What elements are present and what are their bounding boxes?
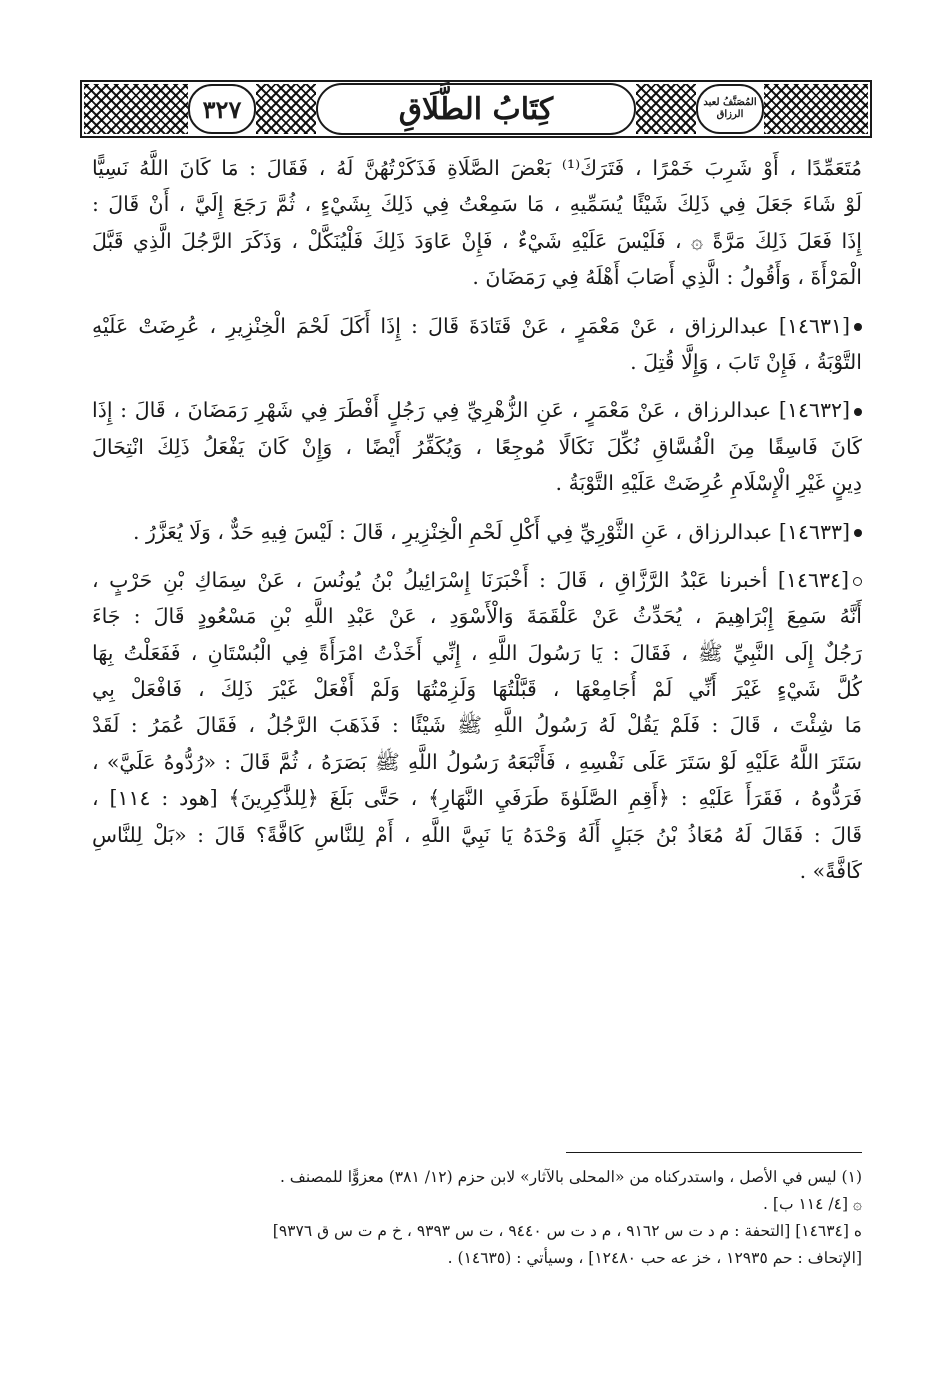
hadith-paragraph [92,392,862,501]
footnote: (١) ليس في الأصل ، واستدركناه من «المحلى بالآثار» لابن حزم (١٢/ ٣٨١) معزوًّا للمصنف . [279,1168,862,1186]
text-line [92,223,862,259]
line-text: التَّوْبَةُ ، فَإِنْ تَابَ ، وَإِلَّا قُتِلَ . [630,349,862,374]
footnote: ۞ [٤/ ١١٤ ب] . [763,1195,862,1213]
line-text: كَانَ فَاسِقًا مِنَ الْفُسَّاقِ نُكِّلَ نَكَالًا مُوجِعًا ، وَيُكَفِّرُ أَيْضًا ، وَإِنْ كَانَ يَفْعَلُ ذَلِكَ انْتِحَالَ [92,434,862,459]
text-line [92,562,862,598]
hadith-paragraph [92,308,862,381]
line-text: أَنَّهُ سَمِعَ إِبْرَاهِيمَ ، يُحَدِّثُ عَنْ عَلْقَمَةَ وَالْأَسْوَدِ ، عَنْ عَبْدِ اللَّهِ بْنِ مَسْعُودٍ قَالَ : جَاءَ [92,604,862,629]
paragraph-gap [92,550,862,562]
bullet-marker-icon [854,323,862,331]
footnote: ه [١٤٦٣٤] [التحفة : م د ت س ٩١٦٢ ، م د ت س ٩٤٤٠ ، ت س ٩٣٩٣ ، خ م ت س ق ٩٣٧٦] [272,1222,862,1240]
line-text: كُلَّ شَيْءٍ غَيْرَ أَنِّي لَمْ أُجَامِعْهَا ، قَبَّلْتُهَا وَلَزِمْتُهَا وَلَمْ أَفْعَلْ غَيْرَ ذَلِكَ ، فَافْعَلْ بِي [92,677,862,702]
hadith-paragraph [92,562,862,890]
line-text: [١٤٦٣٣] عبدالرزاق ، عَنِ الثَّوْرِيِّ فِي أَكْلِ لَحْمِ الْخِنْزِيرِ ، قَالَ : لَيْسَ فِيهِ حَدٌّ ، وَلَا يُعَزَّرُ . [132,519,850,544]
line-text: لَوْ شَاءَ جَعَلَ فِي ذَلِكَ شَيْئًا يُسَمِّيهِ ، مَا سَمِعْتُ فِي ذَلِكَ بِشَيْءٍ ، ثُمَّ رَجَعَ إِلَيَّ ، أَنْ قَالَ : [92,192,862,217]
header-cartouche [316,83,636,135]
text-line [92,429,862,465]
footnote: [الإتحاف : حم ١٢٩٣٥ ، خز عه حب ١٢٤٨٠] ، وسيأتي : (١٤٦٣٥) . [447,1249,862,1267]
text-line [92,186,862,222]
text-line [92,150,862,186]
text-line [92,598,862,634]
footnotes [88,1164,862,1272]
paragraph-gap [92,296,862,308]
text-line [92,392,862,428]
main-text [92,150,862,889]
page-header [80,80,872,138]
hadith-paragraph [92,150,862,296]
footnote-divider [566,1152,862,1153]
book-logo-text: المُصَنَّفُ لعبد الرزاق [703,97,757,120]
bullet-marker-icon [854,529,862,537]
page-number-box [188,84,256,134]
line-text: مُتَعَمِّدًا ، أَوْ شَرِبَ خَمْرًا ، فَتَرَكَ⁽¹⁾ بَعْضَ الصَّلَاةِ فَذَكَرْتُهُنَّ لَهُ ، فَقَالَ : مَا كَانَ اللَّهُ نَسِيًّا [92,156,862,180]
text-line [92,671,862,707]
text-line [92,817,862,853]
ornament-right [764,84,868,134]
line-text: رَجُلٌ إِلَى النَّبِيِّ ﷺ ، فَقَالَ : يَا رَسُولَ اللَّهِ ، إِنِّي أَخَذْتُ امْرَأَةً فِي الْبُسْتَانِ ، فَفَعَلْتُ بِهَا [92,640,862,665]
chapter-title: كِتَابُ الطَّلَاقِ [398,91,554,127]
text-line [92,635,862,671]
line-text: سَتَرَ اللَّهُ عَلَيْهِ لَوْ سَتَرَ عَلَى نَفْسِهِ ، فَأَتْبَعَهُ رَسُولُ اللَّهِ ﷺ بَصَرَهُ ، ثُمَّ قَالَ : «رُدُّوهُ عَلَيَّ» ، [92,749,862,774]
ornament-mid-left [256,84,316,134]
text-line [92,780,862,816]
text-line [92,744,862,780]
ring-marker-icon [853,577,862,586]
paragraph-gap [92,502,862,514]
text-line [92,259,862,295]
line-text: إِذَا فَعَلَ ذَلِكَ مَرَّةً ۞ ، فَلَيْسَ عَلَيْهِ شَيْءٌ ، فَإِنْ عَاوَدَ ذَلِكَ فَلْيُنَكَّلْ ، وَذَكَرَ الرَّجُلَ الَّذِي قَبَّلَ [92,228,862,253]
ornament-left [84,84,188,134]
book-logo [696,84,764,134]
line-text: قَالَ : فَقَالَ لَهُ مُعَاذُ بْنُ جَبَلٍ أَلَهُ وَحْدَهُ يَا نَبِيَّ اللَّهِ ، أَمْ لِلنَّاسِ كَافَّةً؟ قَالَ : «بَلْ لِلنَّاسِ [92,822,862,847]
text-line [92,308,862,344]
hadith-paragraph [92,514,862,550]
line-text: كَافَّةً» . [799,859,862,884]
line-text: دِينٍ غَيْرِ الْإِسْلَامِ عُرِضَتْ عَلَيْهِ التَّوْبَةُ . [555,471,862,496]
line-text: فَرَدُّوهُ ، فَقَرَأَ عَلَيْهِ : ﴿أَقِمِ الصَّلَوٰةَ طَرَفَيِ النَّهَارِ﴾ ، حَتَّى بَلَغَ ﴿لِلذَّٰكِرِينَ﴾ [هود : ١١٤] ، [92,786,862,811]
bullet-marker-icon [854,408,862,416]
text-line [92,344,862,380]
line-text: مَا شِئْتَ ، قَالَ : فَلَمْ يَقُلْ لَهُ رَسُولُ اللَّهِ ﷺ شَيْئًا : فَذَهَبَ الرَّجُلُ ، فَقَالَ عُمَرُ : لَقَدْ [92,713,862,738]
line-text: [١٤٦٣١] عبدالرزاق ، عَنْ مَعْمَرٍ ، عَنْ قَتَادَةَ قَالَ : إِذَا أَكَلَ لَحْمَ الْخِنْزِيرِ ، عُرِضَتْ عَلَيْهِ [92,313,850,338]
text-line [92,514,862,550]
text-line [92,707,862,743]
line-text: الْمَرْأَةَ ، وَأَقُولُ : الَّذِي أَصَابَ أَهْلَهُ فِي رَمَضَانَ . [472,265,862,290]
line-text: [١٤٦٣٤] أخبرنا عَبْدُ الرَّزَّاقِ ، قَالَ : أَخْبَرَنَا إِسْرَائِيلُ بْنُ يُونُسَ ، عَنْ سِمَاكِ بْنِ حَرْبٍ ، [92,567,849,592]
line-text: [١٤٦٣٢] عبدالرزاق ، عَنْ مَعْمَرٍ ، عَنِ الزُّهْرِيِّ فِي رَجُلٍ أَفْطَرَ فِي شَهْرِ رَمَضَانَ ، قَالَ : إِذَا [92,398,850,423]
paragraph-gap [92,380,862,392]
text-line [92,853,862,889]
ornament-mid-right [636,84,696,134]
page-number: ٣٢٧ [202,94,242,124]
text-line [92,465,862,501]
